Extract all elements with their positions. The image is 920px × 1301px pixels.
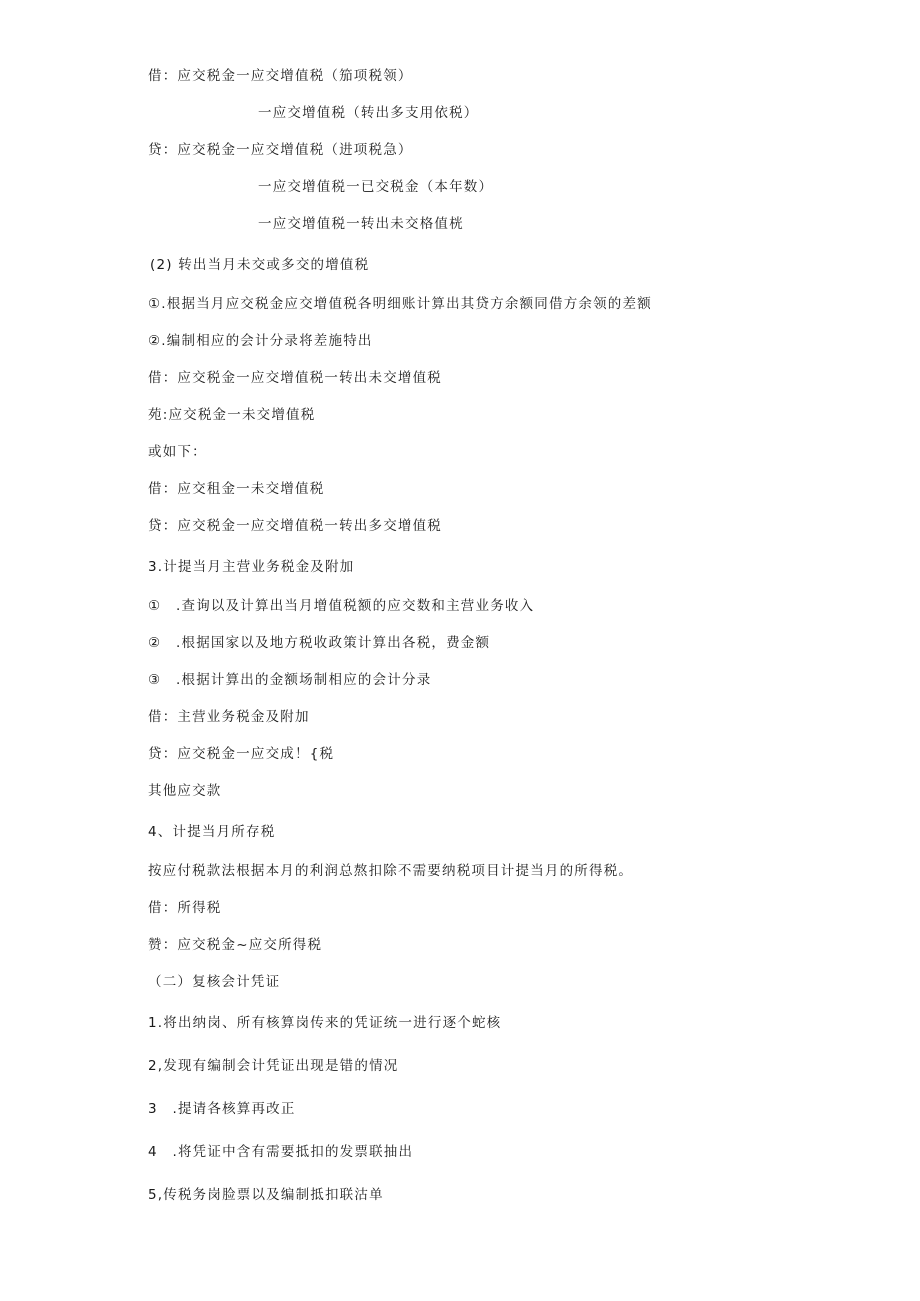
section-heading-4: 4、计提当月所存税 xyxy=(148,824,276,840)
text-line-debit-3: 借：应交租金一未交增值税 xyxy=(148,481,325,497)
text-line-review-1: 1.将出纳岗、所有核算岗传来的凭证统一进行逐个蛇核 xyxy=(148,1015,502,1031)
text-line-debit-2: 借：应交税金一应交增值税一转出未交增值税 xyxy=(148,370,442,386)
text-line-sub-3: 一应交增值税一转出未交格值桄 xyxy=(258,216,464,232)
text-line-debit-1: 借：应交税金一应交增值税（笳项税领） xyxy=(148,68,413,84)
text-line-step-2: ②.编制相应的会计分录将差施特出 xyxy=(148,333,373,349)
text-line-review-2: 2,发现有编制会计凭证出现是错的情况 xyxy=(148,1058,399,1074)
text-line-credit-2: 苑:应交税金一未交增值税 xyxy=(148,407,316,423)
text-line-tax-method: 按应付税款法根据本月的利润总熬扣除不需要纳税项目计提当月的所得税。 xyxy=(148,863,634,879)
text-line-sub-1: 一应交增值税（转出多支用依税） xyxy=(258,105,479,121)
text-line-credit-3: 贷：应交税金一应交增值税一转出多交增值税 xyxy=(148,518,442,534)
text-line-credit-4: 贷：应交税金一应交成！{税 xyxy=(148,746,335,762)
text-line-credit-1: 贷：应交税金一应交增值税（进项税急） xyxy=(148,142,413,158)
section-heading-2: (2) 转出当月未交或多交的增值税 xyxy=(150,257,370,273)
section-heading-3: 3.计提当月主营业务税金及附加 xyxy=(148,559,355,575)
text-line-alt: 或如下： xyxy=(148,444,207,460)
text-line-credit-5: 赞：应交税金~应交所得税 xyxy=(148,937,323,953)
text-line-step-1: ①.根据当月应交税金应交增值税各明细账计算出其贷方余额同借方余领的差额 xyxy=(148,296,652,312)
section-heading-review: （二）复核会计凭证 xyxy=(148,974,281,990)
text-line-debit-4: 借：主营业务税金及附加 xyxy=(148,709,310,725)
text-line-step-3-2: ② .根据国家以及地方税收政策计算出各税，费金额 xyxy=(148,635,491,651)
text-line-step-3-3: ③ .根据计算出的金额场制相应的会计分录 xyxy=(148,672,432,688)
text-line-step-3-1: ① .查询以及计算出当月增值税额的应交数和主营业务收入 xyxy=(148,598,535,614)
text-line-review-4: 4 .将凭证中含有需要抵扣的发票联抽出 xyxy=(148,1144,414,1160)
text-line-sub-2: 一应交增值税一已交税金（本年数） xyxy=(258,179,494,195)
text-line-debit-5: 借：所得税 xyxy=(148,900,222,916)
text-line-other: 其他应交款 xyxy=(148,783,222,799)
text-line-review-5: 5,传税务岗脸票以及编制抵扣联沽单 xyxy=(148,1187,384,1203)
text-line-review-3: 3 .提请各核算再改正 xyxy=(148,1101,296,1117)
